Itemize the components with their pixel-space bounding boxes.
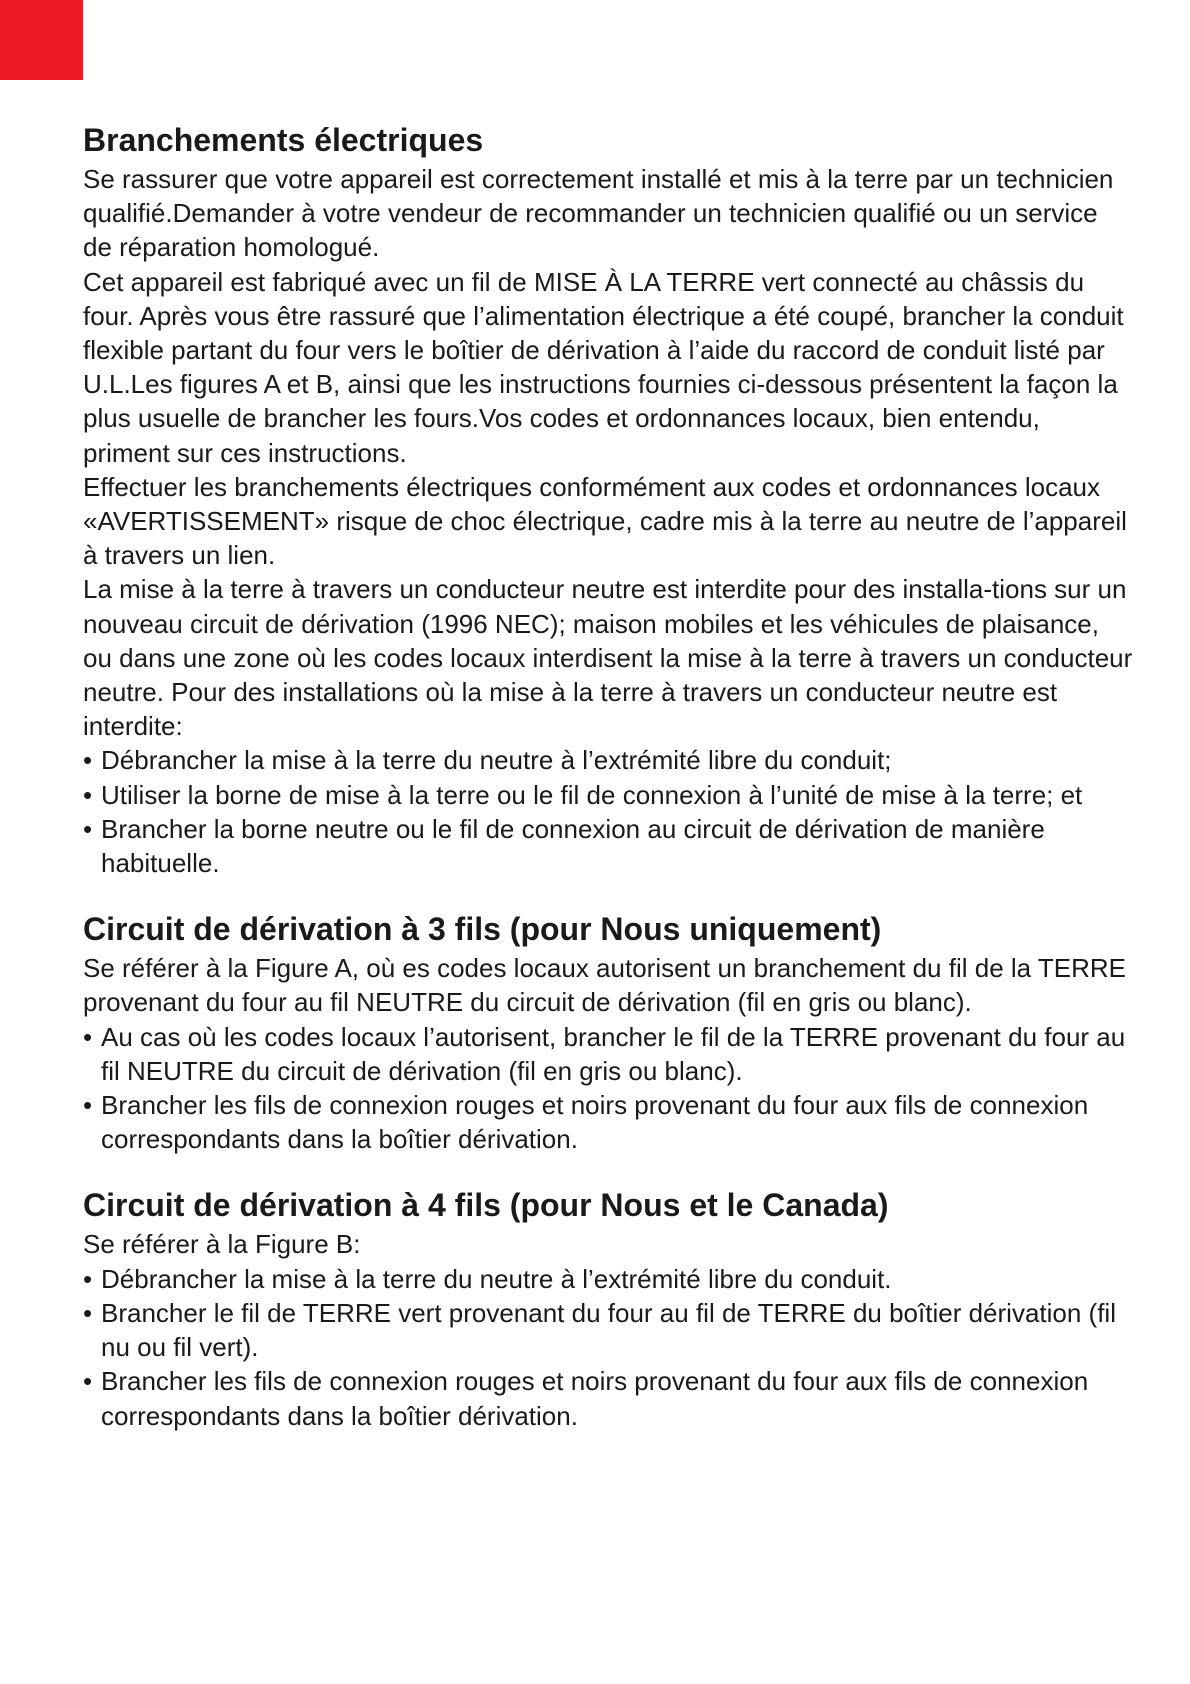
list-item: • Brancher le fil de TERRE vert provenant du four au fil de TERRE du boîtier dérivation (fil nu ou fil vert). [83, 1296, 1133, 1364]
list-item: • Brancher les fils de connexion rouges et noirs provenant du four aux fils de connexion correspondants dans la boîtier dérivation. [83, 1088, 1133, 1156]
paragraph: Se rassurer que votre appareil est correctement installé et mis à la terre par un technicien qualifié.Demander à votre vendeur de recommander un technicien qualifié ou un service de réparation homologué. [83, 164, 1114, 263]
bullet-list [83, 1020, 1133, 1157]
list-item: • Débrancher la mise à la terre du neutre à l’extrémité libre du conduit; [83, 743, 1133, 777]
bullet-list [83, 743, 1133, 880]
section-heading: Circuit de dérivation à 3 fils (pour Nous uniquement) [83, 911, 882, 948]
bullet-list [83, 1262, 1133, 1433]
section-heading: Branchements électriques [83, 122, 484, 158]
paragraph: Effectuer les branchements électriques conformément aux codes et ordonnances locaux «AVERTISSEMENT» risque de choc électrique, cadre mis à la terre au neutre de l’appareil à travers un lien. [83, 471, 1127, 571]
list-item: • Brancher la borne neutre ou le fil de connexion au circuit de dérivation de manière habituelle. [83, 812, 1133, 880]
list-item: • Brancher les fils de connexion rouges et noirs provenant du four aux fils de connexion correspondants dans la boîtier dérivation. [83, 1364, 1133, 1432]
paragraph: Cet appareil est fabriqué avec un fil de MISE À LA TERRE vert connecté au châssis du four. Après vous être rassuré que l’alimentation électrique a été coupé, brancher la conduit flexible partant du four vers le boîtier de dérivation à l’aide du raccord de conduit listé par U.L.Les figures A et B, ainsi que les instructions fournies ci-dessous présentent la façon la plus usuelle de brancher les fours.Vos codes et ordonnances locaux, bien entendu, priment sur ces instructions. [83, 266, 1124, 468]
paragraph: Se référer à la Figure B: [83, 1229, 361, 1260]
list-item: • Utiliser la borne de mise à la terre ou le fil de connexion à l’unité de mise à la terre; et [83, 778, 1133, 812]
paragraph: La mise à la terre à travers un conducteur neutre est interdite pour des installa-tions sur un nouveau circuit de dérivation (1996 NEC); maison mobiles et les véhicules de plaisance, ou dans une zone où les codes locaux interdisent la mise à la terre à travers un conducteur neutre. Pour des installations où la mise à la terre à travers un conducteur neutre est interdite: [83, 574, 1133, 742]
section-heading: Circuit de dérivation à 4 fils (pour Nous et le Canada) [83, 1187, 889, 1224]
list-item: • Débrancher la mise à la terre du neutre à l’extrémité libre du conduit. [83, 1262, 1133, 1296]
section-3-wire-circuit [83, 907, 1133, 1156]
document-content [83, 118, 1133, 1433]
page-corner-tab [0, 0, 83, 80]
list-item: • Au cas où les codes locaux l’autorisent, brancher le fil de la TERRE provenant du four au fil NEUTRE du circuit de dérivation (fil en gris ou blanc). [83, 1020, 1133, 1088]
paragraph: Se référer à la Figure A, où es codes locaux autorisent un branchement du fil de la TERRE provenant du four au fil NEUTRE du circuit de dérivation (fil en gris ou blanc). [83, 953, 1126, 1018]
section-electrical-connections [83, 118, 1133, 880]
section-4-wire-circuit [83, 1183, 1133, 1432]
